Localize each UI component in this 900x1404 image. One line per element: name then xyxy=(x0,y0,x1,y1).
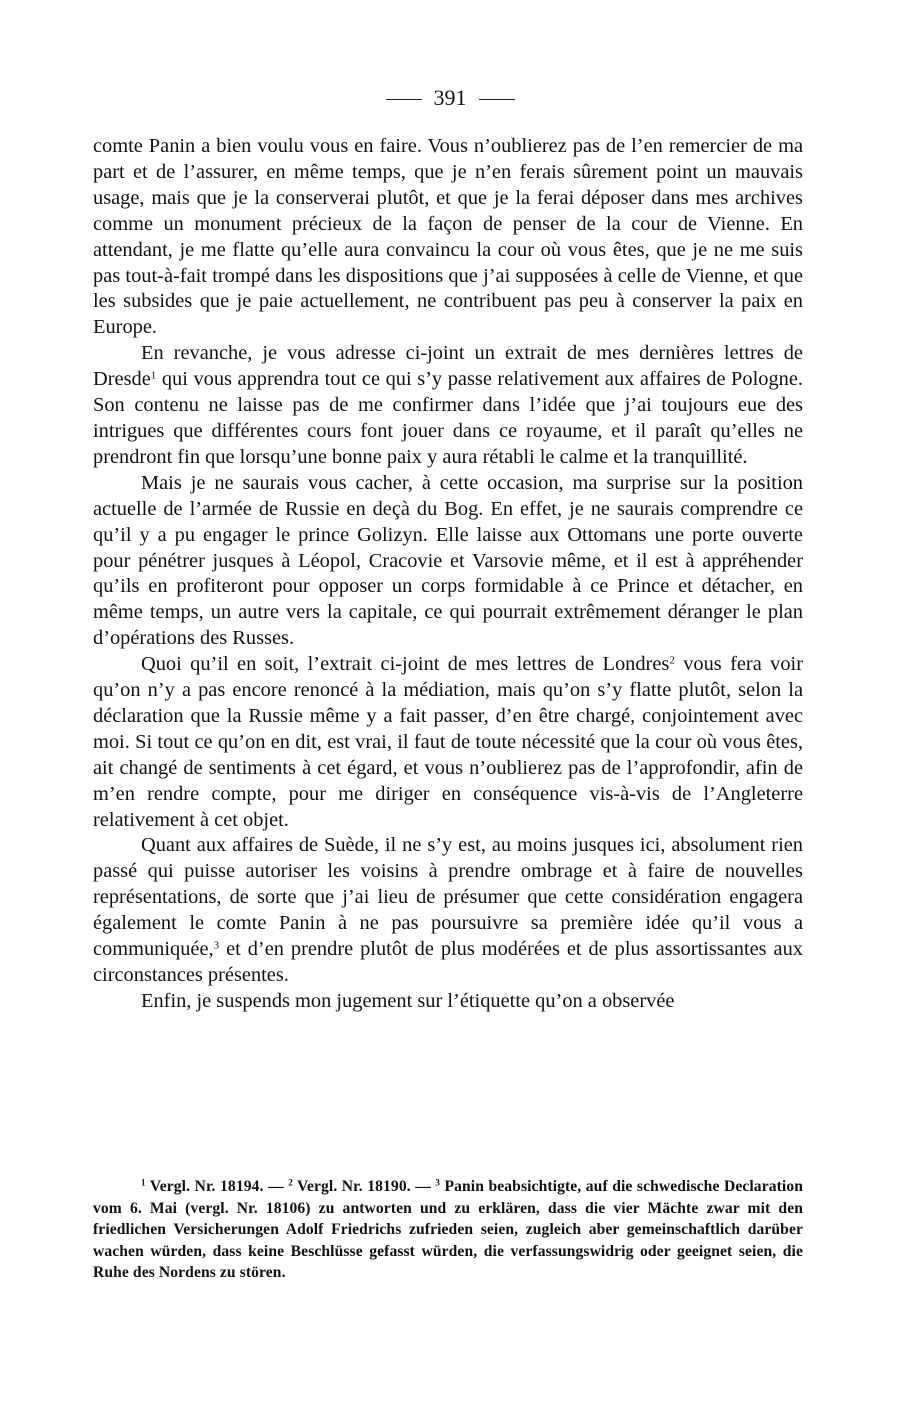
paragraph-5-text-a: Quant aux affaires de Suède, il ne s’y est, au moins jusques ici, absolument rien passé qui puisse autoriser les voisins à prendre ombrage et à faire de nouvelles représentations, de sorte que j’ai lieu de présumer que cette considération engagera également le comte Panin à ne pas poursuivre sa première idée qu’il vous a communiquée, xyxy=(93,834,803,961)
footnote-3-text: Panin beabsichtigte, auf die schwedische Declaration vom 6. Mai (vergl. Nr. 18106) zu antworten und zu erklären, dass die vier Mächte zwar mit den friedlichen Versicherungen Adolf Friedrichs zufrieden seien, zugleich aber gemeinschaftlich darüber wachen würden, dass keine Beschlüsse gefasst würden, die verfassungswidrig oder geeignet seien, die Ruhe des Nordens zu stören. xyxy=(93,1178,804,1281)
body-text xyxy=(93,134,803,1015)
paragraph-4-text-b: vous fera voir qu’on n’y a pas encore renoncé à la médiation, mais qu’on s’y flatte plutôt, selon la déclaration que la Russie même y a fait passer, d’en être chargé, conjointement avec moi. Si tout ce qu’on en dit, est vrai, il faut de toute nécessité que la cour où vous êtes, ait changé de sentiments à cet égard, et vous n’oublierez pas de l’approfondir, afin de m’en rendre compte, pour me diriger en conséquence vis-à-vis de l’Angleterre relativement à cet objet. xyxy=(93,653,804,831)
footnote-ref-1: 1 xyxy=(150,369,157,382)
footnote-1-mark: 1 xyxy=(141,1177,146,1188)
footnote-ref-3: 3 xyxy=(213,939,220,952)
header-dash-left xyxy=(386,99,422,100)
footnote-2-mark: 2 xyxy=(288,1177,293,1188)
paragraph-2-text-b: qui vous apprendra tout ce qui s’y passe relativement aux affaires de Pologne. Son contenu ne laisse pas de me confirmer dans l’idée que j’ai toujours eue des intrigues que différentes cours font jouer dans ce royaume, et il paraît qu’elles ne prendront fin que lorsqu’une bonne paix y aura rétabli le calme et la tranquillité. xyxy=(93,368,803,468)
paragraph-5 xyxy=(93,833,803,988)
footnote-block xyxy=(93,1176,803,1284)
paragraph-5-text-b: et d’en prendre plutôt de plus modérées et de plus assortissantes aux circonstances présentes. xyxy=(93,938,803,986)
paragraph-1: comte Panin a bien voulu vous en faire. Vous n’oublierez pas de l’en remercier de ma part et de l’assurer, en même temps, que je n’en ferais sûrement point un mauvais usage, mais que je la conserverai plutôt, et que je la ferai déposer dans mes archives comme un monument précieux de la façon de penser de la cour de Vienne. En attendant, je me flatte qu’elle aura convaincu la cour où vous êtes, que je ne me suis pas tout-à-fait trompé dans les dispositions que j’ai supposées à celle de Vienne, et que les subsides que je paie actuellement, ne contribuent pas peu à conserver la paix en Europe. xyxy=(93,135,803,339)
footnote-3-mark: 3 xyxy=(435,1177,441,1188)
paragraph-2-text-a: En revanche, je vous adresse ci-joint un extrait de mes dernières lettres de Dresde xyxy=(93,342,803,391)
header-dash-right xyxy=(479,99,515,100)
footnote-2-text: Vergl. Nr. 18190. — xyxy=(292,1178,436,1195)
paragraph-2 xyxy=(93,341,803,471)
page-number: 391 xyxy=(433,85,467,110)
page-header xyxy=(0,84,900,112)
paragraph-6: Enfin, je suspends mon jugement sur l’étiquette qu’on a observée xyxy=(141,989,675,1012)
paragraph-4-text-a: Quoi qu’il en soit, l’extrait ci-joint de mes lettres de Londres xyxy=(141,653,670,676)
footnote-ref-2: 2 xyxy=(669,654,675,667)
footnotes xyxy=(93,1176,803,1284)
paragraph-3: Mais je ne saurais vous cacher, à cette occasion, ma surprise sur la position actuelle de l’armée de Russie en deçà du Bog. En effet, je ne saurais comprendre ce qu’il y a pu engager le prince Golizyn. Elle laisse aux Ottomans une porte ouverte pour pénétrer jusques à Léopol, Cracovie et Varsovie même, et il est à appréhender qu’ils en profiteront pour opposer un corps formidable à ce Prince et détacher, en même temps, un autre vers la capitale, ce qui pourrait extrêmement déranger le plan d’opérations des Russes. xyxy=(93,471,803,650)
footnote-1-text: Vergl. Nr. 18194. — xyxy=(145,1178,289,1195)
paragraph-4 xyxy=(93,652,803,833)
